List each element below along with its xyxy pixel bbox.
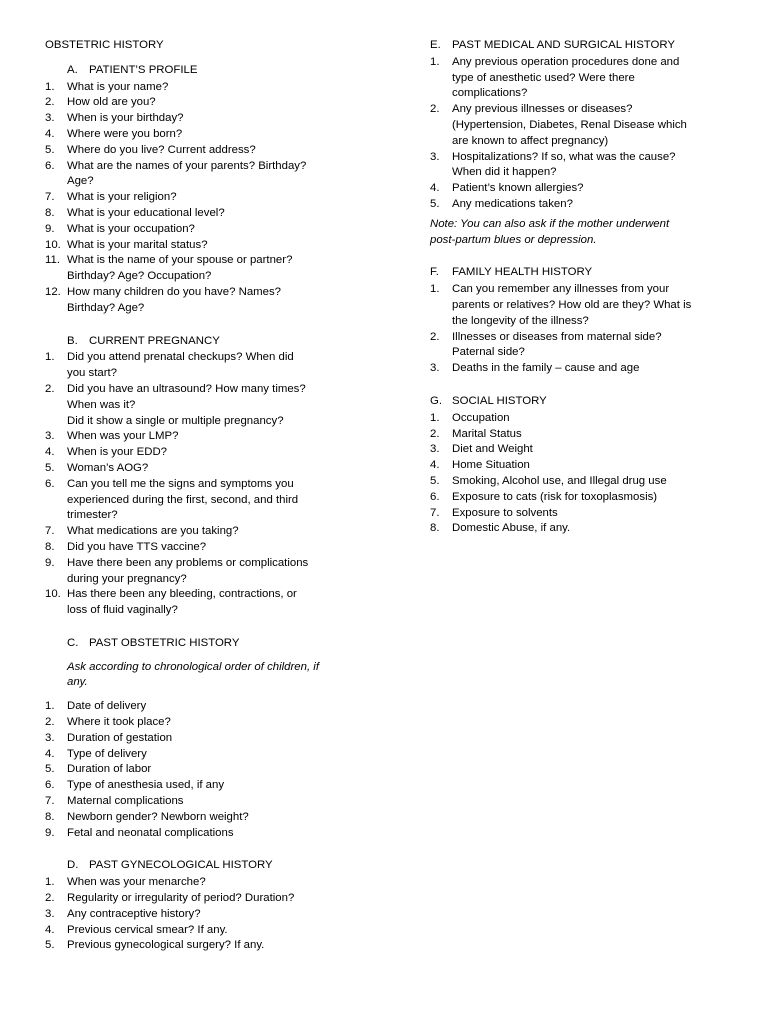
item-line: Duration of labor [67,763,152,776]
item-line: Any contraceptive history? [67,907,201,920]
list-item [45,127,375,143]
section-title: PAST GYNECOLOGICAL HISTORY [89,859,273,872]
item-text [67,80,375,96]
document-title: OBSTETRIC HISTORY [45,39,164,51]
right-column [430,38,730,554]
list-item [45,445,375,461]
item-line: Date of delivery [67,700,147,713]
list-item [45,540,375,556]
item-line: the longevity of the illness? [452,314,589,327]
item-text [452,361,730,377]
question-list [430,282,730,377]
section-letter: D. [67,859,79,872]
item-line: Home Situation [452,459,530,472]
item-text [67,350,375,382]
list-item [430,282,730,329]
item-number: 11. [45,254,60,267]
item-text [67,111,375,127]
item-line: Woman’s AOG? [67,461,149,474]
item-number: 3. [45,907,55,920]
list-item [430,427,730,443]
item-number: 4. [430,459,440,472]
item-line: parents or relatives? How old are they? What is [452,298,692,311]
item-number: 8. [45,206,55,219]
item-line: Any previous illnesses or diseases? [452,103,633,116]
section-heading [45,334,375,350]
item-line: Smoking, Alcohol use, and Illegal drug use [452,474,667,487]
list-item [45,350,375,382]
item-line: What is your name? [67,80,169,93]
item-line: Domestic Abuse, if any. [452,522,571,535]
question-list [45,80,375,317]
item-line: When did it happen? [452,166,557,179]
section-letter: E. [430,39,441,51]
question-list [430,411,730,537]
section-heading [45,636,375,652]
list-item [45,429,375,445]
item-number: 5. [45,939,55,952]
item-text [67,747,375,763]
item-number: 1. [45,351,55,364]
list-item [430,521,730,537]
item-line: Where were you born? [67,127,183,140]
section-past-gynecological-history [45,858,375,954]
item-number: 12. [45,285,61,298]
section-title: SOCIAL HISTORY [452,394,547,407]
item-text [67,540,375,556]
item-line: Birthday? Age? [67,301,145,314]
note-line: any. [67,676,88,689]
item-line: loss of fluid vaginally? [67,604,178,617]
item-line: Duration of gestation [67,731,173,744]
section-title: PATIENT’S PROFILE [89,63,198,76]
section-heading [45,63,375,79]
section-title: PAST OBSTETRIC HISTORY [89,636,240,649]
item-line: Did you have TTS vaccine? [67,540,207,553]
item-text [67,159,375,191]
item-text [452,442,730,458]
list-item [45,794,375,810]
item-text [452,150,730,182]
list-item [430,458,730,474]
item-text [67,810,375,826]
item-text [452,458,730,474]
section-note [430,217,730,249]
item-number: 3. [45,430,55,443]
left-column [45,38,375,971]
item-text [67,587,375,619]
list-item [45,938,375,954]
item-line: complications? [452,87,528,100]
item-line: Any previous operation procedures done and [452,55,680,68]
item-text [67,875,375,891]
section-past-obstetric-history [45,636,375,842]
item-line: Have there been any problems or complications [67,556,309,569]
item-text [67,731,375,747]
list-item [45,587,375,619]
item-number: 7. [45,795,55,808]
item-number: 4. [45,923,55,936]
item-number: 6. [430,490,440,503]
item-text [452,506,730,522]
list-item [45,731,375,747]
item-number: 7. [45,525,55,538]
item-line: Birthday? Age? Occupation? [67,270,212,283]
item-number: 4. [45,446,55,459]
item-number: 7. [430,506,440,519]
item-text [67,778,375,794]
item-text [67,907,375,923]
item-line: When is your EDD? [67,446,168,459]
item-text [452,282,730,329]
item-text [67,238,375,254]
item-text [67,794,375,810]
item-text [67,382,375,429]
list-item [45,111,375,127]
item-number: 5. [45,461,55,474]
section-letter: A. [67,63,78,76]
item-text [452,102,730,149]
item-line: When was it? [67,398,136,411]
list-item [45,190,375,206]
list-item [45,747,375,763]
list-item [45,923,375,939]
list-item [45,382,375,429]
list-item [45,875,375,891]
item-line: (Hypertension, Diabetes, Renal Disease which [452,118,687,131]
item-number: 2. [45,716,55,729]
item-number: 1. [45,700,55,713]
item-number: 1. [45,876,55,889]
item-text [452,181,730,197]
item-line: When is your birthday? [67,112,184,125]
list-item [430,490,730,506]
section-heading [45,858,375,874]
item-line: Can you tell me the signs and symptoms you [67,477,294,490]
item-line: Fetal and neonatal complications [67,826,234,839]
list-item [45,524,375,540]
item-line: Deaths in the family – cause and age [452,362,640,375]
item-number: 9. [45,556,55,569]
section-title: CURRENT PREGNANCY [89,334,220,347]
section-family-health-history [430,265,730,377]
item-line: Previous cervical smear? If any. [67,923,228,936]
list-item [45,206,375,222]
item-line: Did you attend prenatal checkups? When did [67,351,294,364]
item-number: 10. [45,588,61,601]
section-title: PAST MEDICAL AND SURGICAL HISTORY [452,39,676,51]
item-line: When was your LMP? [67,430,179,443]
list-item [45,95,375,111]
section-current-pregnancy [45,334,375,619]
item-line: Did you have an ultrasound? How many times? [67,382,306,395]
item-number: 3. [430,362,440,375]
item-text [67,206,375,222]
item-number: 3. [430,150,440,163]
item-text [67,143,375,159]
list-item [45,699,375,715]
item-number: 2. [45,96,55,109]
item-line: Exposure to cats (risk for toxoplasmosis) [452,490,658,503]
item-line: Diet and Weight [452,443,533,456]
section-past-medical-surgical-history [430,38,730,213]
item-line: Marital Status [452,427,522,440]
item-line: When was your menarche? [67,876,206,889]
item-number: 8. [430,522,440,535]
item-line: What is your educational level? [67,206,225,219]
item-text [67,95,375,111]
item-line: you start? [67,367,118,380]
item-line: Any medications taken? [452,197,573,210]
section-heading [430,394,730,410]
item-line: Regularity or irregularity of period? Duration? [67,892,295,905]
list-item [430,181,730,197]
section-title: FAMILY HEALTH HISTORY [452,266,593,279]
item-number: 7. [45,191,55,204]
item-text [67,891,375,907]
item-text [67,445,375,461]
item-number: 6. [45,477,55,490]
item-number: 5. [45,143,55,156]
list-item [45,253,375,285]
item-line: How many children do you have? Names? [67,285,282,298]
item-line: Hospitalizations? If so, what was the cause? [452,150,676,163]
item-line: type of anesthetic used? Were there [452,71,635,84]
list-item [430,442,730,458]
item-line: Exposure to solvents [452,506,558,519]
item-line: during your pregnancy? [67,572,187,585]
item-line: How old are you? [67,96,156,109]
item-text [67,477,375,524]
item-number: 2. [430,330,440,343]
item-line: are known to affect pregnancy) [452,134,609,147]
list-item [430,102,730,149]
section-note [67,660,375,692]
list-item [45,80,375,96]
section-patient-profile [45,63,375,317]
item-line: What medications are you taking? [67,525,239,538]
item-text [67,253,375,285]
list-item [430,330,730,362]
item-number: 5. [45,763,55,776]
list-item [45,143,375,159]
list-item [430,197,730,213]
item-number: 4. [45,127,55,140]
item-line: experienced during the first, second, and third [67,493,299,506]
item-number: 8. [45,810,55,823]
list-item [430,55,730,102]
list-item [45,907,375,923]
item-number: 9. [45,826,55,839]
section-letter: G. [430,394,443,407]
section-social-history [430,394,730,537]
item-line: Maternal complications [67,795,184,808]
item-number: 10. [45,238,61,251]
list-item [45,810,375,826]
item-text [452,521,730,537]
item-number: 3. [45,731,55,744]
item-line: Occupation [452,411,510,424]
item-text [67,190,375,206]
section-heading [430,265,730,281]
list-item [45,461,375,477]
item-number: 2. [45,892,55,905]
item-line: Where do you live? Current address? [67,143,256,156]
list-item [430,411,730,427]
item-line: What is your occupation? [67,222,195,235]
note-line: post-partum blues or depression. [430,233,597,246]
item-number: 2. [430,103,440,116]
item-text [67,222,375,238]
item-line: Newborn gender? Newborn weight? [67,810,249,823]
section-heading [430,38,730,54]
note-line: Ask according to chronological order of children, if [67,660,319,673]
list-item [45,826,375,842]
item-number: 4. [430,182,440,195]
item-text [67,461,375,477]
item-line: Type of anesthesia used, if any [67,779,225,792]
note-line: Note: You can also ask if the mother underwent [430,217,670,230]
item-text [452,490,730,506]
item-line: Where it took place? [67,716,171,729]
list-item [430,474,730,490]
item-text [67,923,375,939]
item-line: What is your religion? [67,191,177,204]
list-item [430,361,730,377]
list-item [45,238,375,254]
item-number: 6. [45,159,55,172]
item-text [67,127,375,143]
item-number: 9. [45,222,55,235]
item-number: 6. [45,779,55,792]
section-letter: F. [430,266,439,279]
item-line: Patient’s known allergies? [452,182,584,195]
list-item [45,556,375,588]
list-item [45,762,375,778]
item-number: 5. [430,474,440,487]
item-text [67,699,375,715]
item-line: Type of delivery [67,747,147,760]
question-list [45,875,375,954]
item-line: Can you remember any illnesses from your [452,283,670,296]
item-number: 8. [45,540,55,553]
item-text [67,285,375,317]
item-number: 2. [45,382,55,395]
list-item [430,150,730,182]
item-number: 5. [430,197,440,210]
item-text [452,427,730,443]
list-item [45,715,375,731]
item-line: Previous gynecological surgery? If any. [67,939,265,952]
question-list [430,55,730,213]
list-item [45,285,375,317]
item-line: What is the name of your spouse or partner? [67,254,293,267]
item-number: 1. [430,411,440,424]
list-item [430,506,730,522]
item-line: trimester? [67,509,118,522]
section-letter: C. [67,636,79,649]
list-item [45,159,375,191]
item-number: 1. [430,283,440,296]
item-line: Did it show a single or multiple pregnancy? [67,414,284,427]
list-item [45,778,375,794]
item-text [67,524,375,540]
item-text [67,715,375,731]
item-line: Paternal side? [452,346,525,359]
item-text [67,762,375,778]
item-text [67,938,375,954]
item-text [452,330,730,362]
item-text [452,474,730,490]
item-line: Age? [67,175,94,188]
item-number: 3. [430,443,440,456]
item-number: 3. [45,112,55,125]
item-number: 2. [430,427,440,440]
question-list [45,350,375,619]
list-item [45,222,375,238]
item-number: 4. [45,747,55,760]
list-item [45,891,375,907]
item-number: 1. [430,55,440,68]
item-text [452,411,730,427]
item-line: Illnesses or diseases from maternal side? [452,330,662,343]
item-line: What are the names of your parents? Birthday? [67,159,307,172]
section-letter: B. [67,334,78,347]
item-text [67,826,375,842]
item-text [452,55,730,102]
item-number: 1. [45,80,55,93]
item-line: What is your marital status? [67,238,208,251]
item-text [67,429,375,445]
item-text [452,197,730,213]
question-list [45,699,375,841]
item-line: Has there been any bleeding, contractions, or [67,588,297,601]
list-item [45,477,375,524]
item-text [67,556,375,588]
